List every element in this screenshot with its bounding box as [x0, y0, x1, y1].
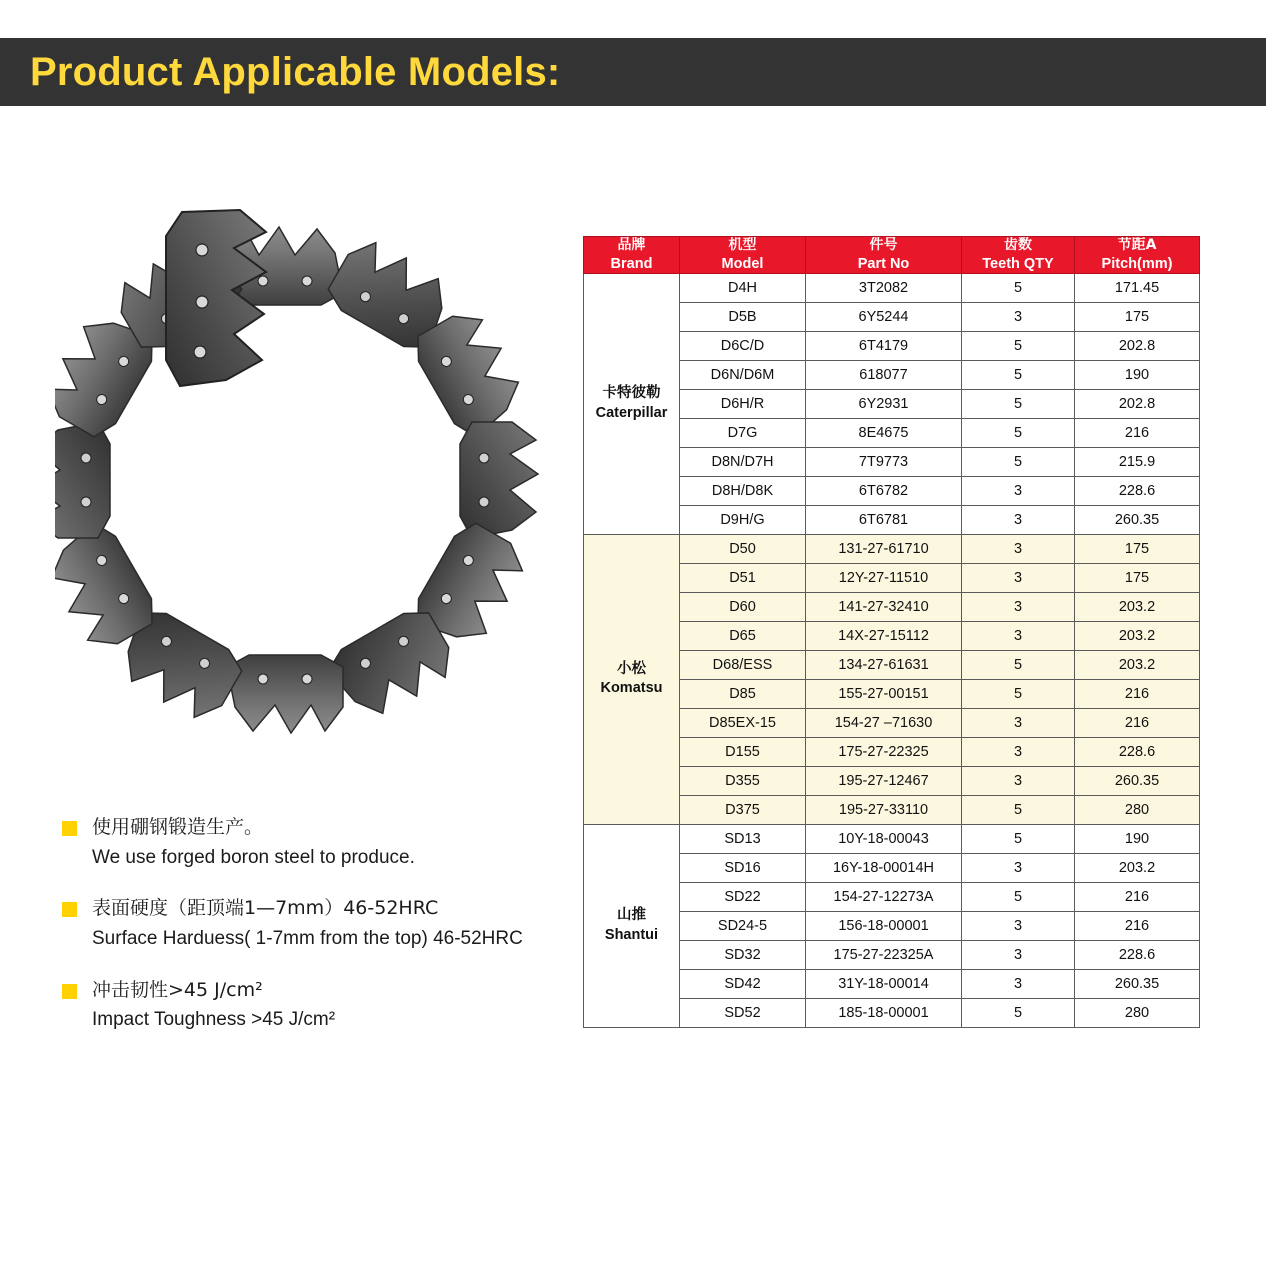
cell-part-no: 10Y-18-00043: [806, 824, 962, 853]
cell-pitch: 175: [1075, 302, 1200, 331]
table-body-caterpillar: [584, 273, 1200, 534]
cell-pitch: 190: [1075, 824, 1200, 853]
cell-part-no: 6Y5244: [806, 302, 962, 331]
cell-pitch: 202.8: [1075, 389, 1200, 418]
cell-part-no: 14X-27-15112: [806, 621, 962, 650]
cell-model: SD16: [680, 853, 806, 882]
feature-text-en: We use forged boron steel to produce.: [92, 846, 415, 868]
cell-pitch: 175: [1075, 563, 1200, 592]
column-header-pitch-cn: 节距A: [1117, 237, 1157, 253]
table-body-shantui: [584, 824, 1200, 1027]
cell-pitch: 203.2: [1075, 621, 1200, 650]
cell-teeth: 5: [962, 360, 1075, 389]
cell-pitch: 216: [1075, 418, 1200, 447]
cell-part-no: 141-27-32410: [806, 592, 962, 621]
cell-model: D6N/D6M: [680, 360, 806, 389]
column-header-teeth-qty: [962, 237, 1075, 274]
cell-teeth: 3: [962, 853, 1075, 882]
cell-teeth: 3: [962, 505, 1075, 534]
cell-pitch: 260.35: [1075, 505, 1200, 534]
cell-pitch: 228.6: [1075, 940, 1200, 969]
cell-part-no: 6T6782: [806, 476, 962, 505]
cell-pitch: 175: [1075, 534, 1200, 563]
feature-item: [58, 896, 578, 951]
cell-pitch: 171.45: [1075, 273, 1200, 302]
cell-pitch: 216: [1075, 911, 1200, 940]
brand-cell-en: Caterpillar: [595, 404, 668, 421]
cell-model: D6H/R: [680, 389, 806, 418]
cell-teeth: 5: [962, 679, 1075, 708]
cell-part-no: 185-18-00001: [806, 998, 962, 1027]
brand-cell-en: Shantui: [604, 926, 659, 943]
cell-model: D9H/G: [680, 505, 806, 534]
cell-part-no: 618077: [806, 360, 962, 389]
cell-teeth: 5: [962, 389, 1075, 418]
brand-cell-shantui: [584, 824, 680, 1027]
cell-teeth: 5: [962, 418, 1075, 447]
cell-model: SD42: [680, 969, 806, 998]
cell-teeth: 3: [962, 534, 1075, 563]
cell-pitch: 215.9: [1075, 447, 1200, 476]
column-header-brand: [584, 237, 680, 274]
cell-model: D85EX-15: [680, 708, 806, 737]
column-header-part-no-en: Part No: [857, 255, 910, 272]
cell-teeth: 5: [962, 447, 1075, 476]
cell-model: SD24-5: [680, 911, 806, 940]
cell-model: SD32: [680, 940, 806, 969]
brand-cell-cn: 卡特彼勒: [602, 385, 661, 402]
cell-model: D50: [680, 534, 806, 563]
applicable-models-table: [583, 236, 1199, 1028]
cell-teeth: 5: [962, 331, 1075, 360]
feature-item: [58, 978, 578, 1033]
product-image: [55, 180, 555, 780]
feature-text-cn: 表面硬度（距顶端1—7mm）46-52HRC: [92, 897, 439, 920]
cell-pitch: 203.2: [1075, 853, 1200, 882]
brand-cell-en: Komatsu: [600, 680, 663, 697]
cell-teeth: 3: [962, 940, 1075, 969]
bullet-square-icon: [62, 821, 77, 836]
cell-pitch: 216: [1075, 708, 1200, 737]
column-header-part-no: [806, 237, 962, 274]
cell-part-no: 155-27-00151: [806, 679, 962, 708]
column-header-part-no-cn: 件号: [869, 237, 898, 253]
cell-pitch: 203.2: [1075, 650, 1200, 679]
cell-teeth: 3: [962, 592, 1075, 621]
column-header-model: [680, 237, 806, 274]
cell-part-no: 3T2082: [806, 273, 962, 302]
cell-teeth: 5: [962, 650, 1075, 679]
cell-model: D155: [680, 737, 806, 766]
cell-teeth: 5: [962, 882, 1075, 911]
cell-teeth: 3: [962, 621, 1075, 650]
cell-pitch: 228.6: [1075, 476, 1200, 505]
cell-part-no: 31Y-18-00014: [806, 969, 962, 998]
cell-pitch: 216: [1075, 679, 1200, 708]
table-row: [584, 824, 1200, 853]
cell-part-no: 195-27-12467: [806, 766, 962, 795]
cell-teeth: 3: [962, 969, 1075, 998]
cell-teeth: 5: [962, 998, 1075, 1027]
table-header-row: [584, 237, 1200, 274]
bullet-square-icon: [62, 902, 77, 917]
feature-text-cn: 冲击韧性>45 J/cm²: [92, 978, 263, 1001]
feature-list: [58, 815, 578, 1059]
column-header-brand-en: Brand: [610, 255, 653, 272]
column-header-brand-cn: 品牌: [617, 237, 646, 253]
sprocket-segments-icon: [55, 180, 555, 780]
table-row: [584, 534, 1200, 563]
feature-text-en: Surface Harduess( 1-7mm from the top) 46-52HRC: [92, 927, 523, 949]
cell-pitch: 260.35: [1075, 766, 1200, 795]
table-row: [584, 273, 1200, 302]
cell-model: D65: [680, 621, 806, 650]
cell-model: SD22: [680, 882, 806, 911]
cell-model: D8N/D7H: [680, 447, 806, 476]
cell-part-no: 16Y-18-00014H: [806, 853, 962, 882]
cell-part-no: 7T9773: [806, 447, 962, 476]
cell-model: D8H/D8K: [680, 476, 806, 505]
cell-pitch: 203.2: [1075, 592, 1200, 621]
cell-pitch: 228.6: [1075, 737, 1200, 766]
bullet-square-icon: [62, 984, 77, 999]
cell-pitch: 202.8: [1075, 331, 1200, 360]
cell-model: SD52: [680, 998, 806, 1027]
column-header-teeth-en: Teeth QTY: [982, 255, 1054, 272]
column-header-pitch: [1075, 237, 1200, 274]
cell-model: D6C/D: [680, 331, 806, 360]
feature-text-cn: 使用硼钢锻造生产。: [92, 816, 264, 838]
cell-model: D85: [680, 679, 806, 708]
cell-part-no: 6Y2931: [806, 389, 962, 418]
cell-pitch: 280: [1075, 795, 1200, 824]
cell-pitch: 216: [1075, 882, 1200, 911]
feature-text-en: Impact Toughness >45 J/cm²: [92, 1009, 336, 1031]
brand-cell-cn: 山推: [617, 907, 646, 924]
cell-teeth: 5: [962, 824, 1075, 853]
column-header-model-en: Model: [721, 255, 764, 272]
cell-model: D51: [680, 563, 806, 592]
cell-teeth: 5: [962, 795, 1075, 824]
cell-model: D60: [680, 592, 806, 621]
cell-part-no: 154-27 –71630: [806, 708, 962, 737]
cell-teeth: 5: [962, 273, 1075, 302]
cell-part-no: 12Y-27-11510: [806, 563, 962, 592]
cell-teeth: 3: [962, 708, 1075, 737]
cell-part-no: 154-27-12273A: [806, 882, 962, 911]
cell-part-no: 6T6781: [806, 505, 962, 534]
cell-part-no: 156-18-00001: [806, 911, 962, 940]
cell-part-no: 134-27-61631: [806, 650, 962, 679]
column-header-teeth-cn: 齿数: [1004, 237, 1032, 253]
cell-part-no: 195-27-33110: [806, 795, 962, 824]
cell-pitch: 260.35: [1075, 969, 1200, 998]
table-body-komatsu: [584, 534, 1200, 824]
cell-teeth: 3: [962, 766, 1075, 795]
brand-cell-cn: 小松: [617, 660, 646, 677]
cell-part-no: 8E4675: [806, 418, 962, 447]
brand-cell-komatsu: [584, 534, 680, 824]
cell-teeth: 3: [962, 911, 1075, 940]
cell-pitch: 190: [1075, 360, 1200, 389]
page-header-bar: [0, 38, 1266, 106]
cell-part-no: 175-27-22325A: [806, 940, 962, 969]
feature-item: [58, 815, 578, 870]
cell-part-no: 175-27-22325: [806, 737, 962, 766]
cell-model: D4H: [680, 273, 806, 302]
cell-model: SD13: [680, 824, 806, 853]
cell-model: D5B: [680, 302, 806, 331]
cell-model: D355: [680, 766, 806, 795]
cell-teeth: 3: [962, 302, 1075, 331]
cell-teeth: 3: [962, 476, 1075, 505]
cell-teeth: 3: [962, 737, 1075, 766]
cell-model: D68/ESS: [680, 650, 806, 679]
cell-part-no: 6T4179: [806, 331, 962, 360]
brand-cell-caterpillar: [584, 273, 680, 534]
cell-part-no: 131-27-61710: [806, 534, 962, 563]
cell-teeth: 3: [962, 563, 1075, 592]
cell-model: D7G: [680, 418, 806, 447]
cell-pitch: 280: [1075, 998, 1200, 1027]
column-header-model-cn: 机型: [728, 237, 757, 253]
column-header-pitch-en: Pitch(mm): [1101, 255, 1173, 272]
page-title: Product Applicable Models:: [30, 49, 561, 94]
cell-model: D375: [680, 795, 806, 824]
